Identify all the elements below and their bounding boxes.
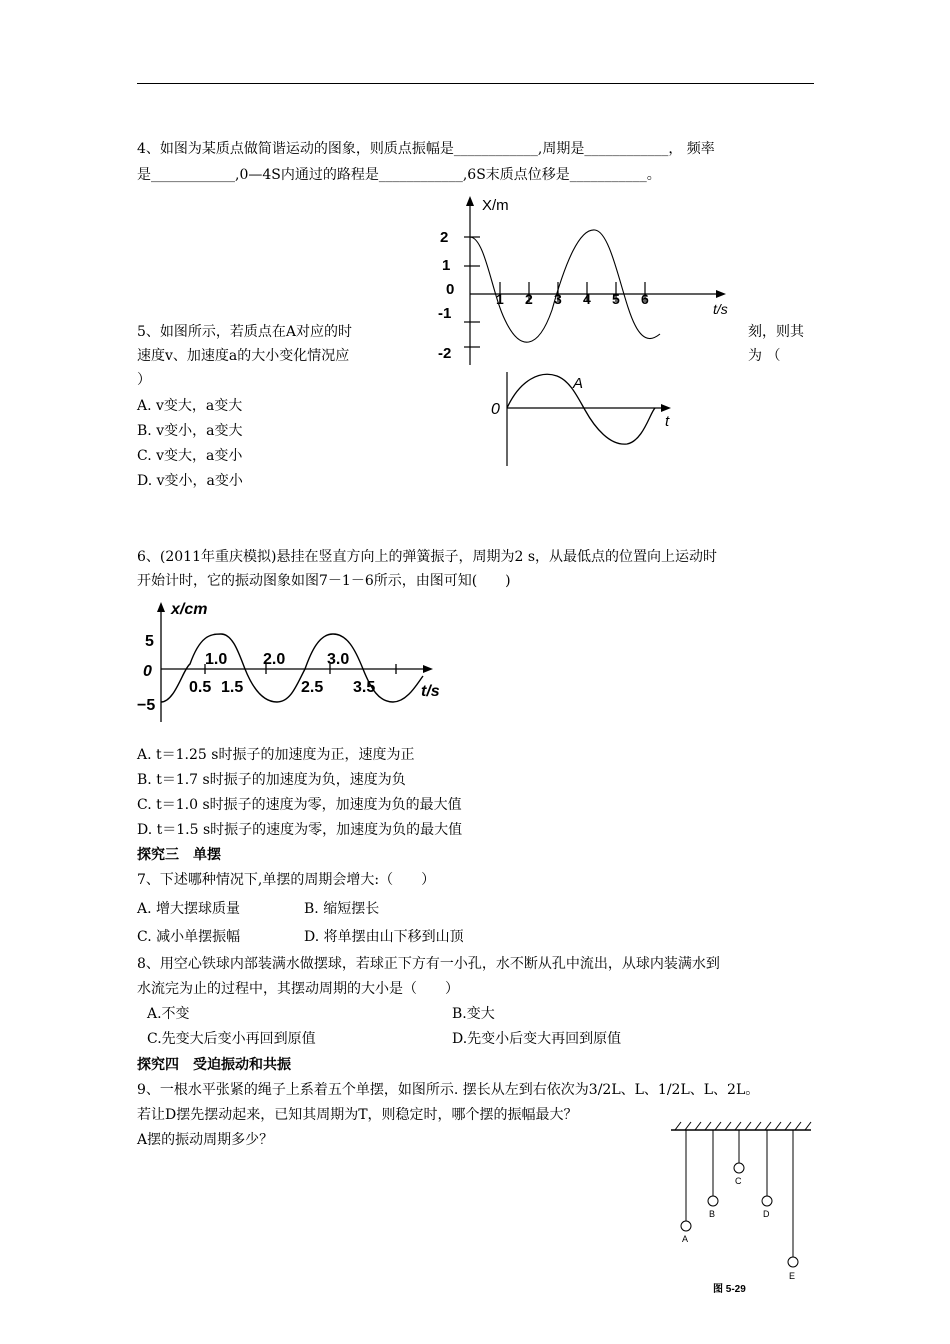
q4-x-label: t/s — [713, 301, 728, 317]
q4-xtick-2: 2 — [525, 291, 533, 307]
q7-option-b: B. 缩短摆长 — [304, 901, 380, 917]
q5-option-a: A. v变大，a变大 — [137, 398, 243, 414]
q4-ytick-m2: -2 — [438, 345, 452, 362]
q6-ytick-5: 5 — [145, 633, 154, 650]
q7-option-a: A. 增大摆球质量 — [137, 901, 241, 917]
q5-line1-left: 5、如图所示，若质点在A对应的时 — [137, 324, 353, 340]
q8-option-a: A.不变 — [147, 1006, 190, 1022]
q7-option-d: D. 将单摆由山下移到山顶 — [304, 929, 464, 945]
q8-line2: 水流完为止的过程中，其摆动周期的大小是（ ） — [137, 981, 459, 997]
q6-tick-1-0: 1.0 — [205, 651, 228, 668]
pendulum-e-label: E — [789, 1271, 796, 1281]
q7-option-c: C. 减小单摆振幅 — [137, 929, 241, 945]
q4-line1: 4、如图为某质点做简谐运动的图象，则质点振幅是____________,周期是____________， 频率 — [137, 141, 715, 157]
q6-tick-2-0: 2.0 — [263, 651, 286, 668]
q5-option-d: D. v变小，a变小 — [137, 473, 243, 489]
q5-point-a-label: A — [573, 375, 584, 392]
q4-ytick-m1: -1 — [438, 305, 452, 322]
q6-tick-3-0: 3.0 — [327, 651, 350, 668]
pendulum-d-bob — [762, 1196, 772, 1206]
q6-ytick-m5: −5 — [137, 697, 156, 714]
pendulum-d-label: D — [763, 1209, 770, 1219]
pendulum-figure — [665, 1118, 815, 1298]
q5-line3: ） — [137, 372, 151, 388]
q6-x-label: t/s — [421, 683, 440, 700]
q6-tick-3-5: 3.5 — [353, 679, 376, 696]
q5-sine-graph — [485, 368, 685, 470]
q7-stem: 7、下述哪种情况下,单摆的周期会增大:（ ） — [137, 872, 436, 888]
pendulum-c-label: C — [735, 1176, 742, 1186]
q5-line1-right: 刻，则其 — [748, 324, 804, 340]
q6-ytick-0: 0 — [143, 663, 152, 680]
q6-option-a: A. t＝1.25 s时振子的加速度为正，速度为正 — [137, 747, 415, 763]
pendulum-c-bob — [734, 1163, 744, 1173]
q4-xtick-5: 5 — [612, 291, 620, 307]
q9-line1: 9、一根水平张紧的绳子上系着五个单摆，如图所示. 摆长从左到右依次为3/2L、L、1/2L、L、2L。 — [137, 1082, 760, 1098]
q4-xtick-6: 6 — [641, 291, 649, 307]
q6-line2: 开始计时，它的振动图象如图7－1－6所示，由图可知( ) — [137, 573, 511, 589]
q4-xtick-4: 4 — [583, 291, 591, 307]
q6-tick-0-5: 0.5 — [189, 679, 212, 696]
q6-y-label: x/cm — [171, 601, 208, 618]
q5-option-b: B. v变小，a变大 — [137, 423, 243, 439]
q6-spring-graph — [135, 594, 455, 728]
q4-shm-graph — [430, 190, 740, 375]
q5-option-c: C. v变大，a变小 — [137, 448, 243, 464]
q4-ytick-1: 1 — [442, 257, 451, 274]
q6-option-d: D. t＝1.5 s时振子的速度为零，加速度为负的最大值 — [137, 822, 463, 838]
q5-x-label: t — [665, 413, 670, 430]
q8-option-c: C.先变大后变小再回到原值 — [147, 1031, 316, 1047]
q9-line2: 若让D摆先摆动起来，已知其周期为T，则稳定时，哪个摆的振幅最大？ — [137, 1107, 578, 1123]
q6-option-b: B. t＝1.7 s时振子的加速度为负，速度为负 — [137, 772, 406, 788]
pendulum-a-bob — [681, 1221, 691, 1231]
q5-line2-right: 为 （ — [748, 348, 781, 364]
q5-line2-left: 速度v、加速度a的大小变化情况应 — [137, 348, 350, 364]
q4-xtick-3: 3 — [554, 291, 562, 307]
q8-option-b: B.变大 — [452, 1006, 495, 1022]
q6-option-c: C. t＝1.0 s时振子的速度为零，加速度为负的最大值 — [137, 797, 462, 813]
q4-wave-curve — [470, 230, 660, 342]
q4-y-arrow — [466, 196, 474, 206]
q4-xtick-1: 1 — [496, 291, 504, 307]
q4-line2: 是____________,0—4S内通过的路程是____________,6S末质点位移是___________。 — [137, 167, 661, 183]
pendulum-a-label: A — [682, 1234, 689, 1244]
q6-line1: 6、(2011年重庆模拟)悬挂在竖直方向上的弹簧振子，周期为2 s，从最低点的位置向上运动时 — [137, 549, 717, 565]
q4-ytick-0: 0 — [446, 281, 455, 298]
q6-tick-1-5: 1.5 — [221, 679, 244, 696]
q4-y-label: X/m — [482, 197, 509, 214]
q4-ytick-2: 2 — [440, 229, 449, 246]
rope-hatching — [675, 1122, 811, 1130]
pendulum-b-bob — [708, 1196, 718, 1206]
q8-option-d: D.先变小后变大再回到原值 — [452, 1031, 622, 1047]
section-3-heading: 探究三 单摆 — [137, 847, 221, 863]
q5-origin-label: 0 — [491, 401, 500, 418]
section-4-heading: 探究四 受迫振动和共振 — [137, 1057, 291, 1073]
q4-x-arrow — [716, 290, 726, 298]
q8-line1: 8、用空心铁球内部装满水做摆球，若球正下方有一小孔，水不断从孔中流出，从球内装满水到 — [137, 956, 720, 972]
header-rule — [137, 83, 814, 84]
pendulum-caption: 图 5-29 — [713, 1284, 746, 1295]
q6-tick-2-5: 2.5 — [301, 679, 324, 696]
pendulum-e-bob — [788, 1257, 798, 1267]
pendulum-b-label: B — [709, 1209, 716, 1219]
q9-line3: A摆的振动周期多少？ — [137, 1132, 274, 1148]
